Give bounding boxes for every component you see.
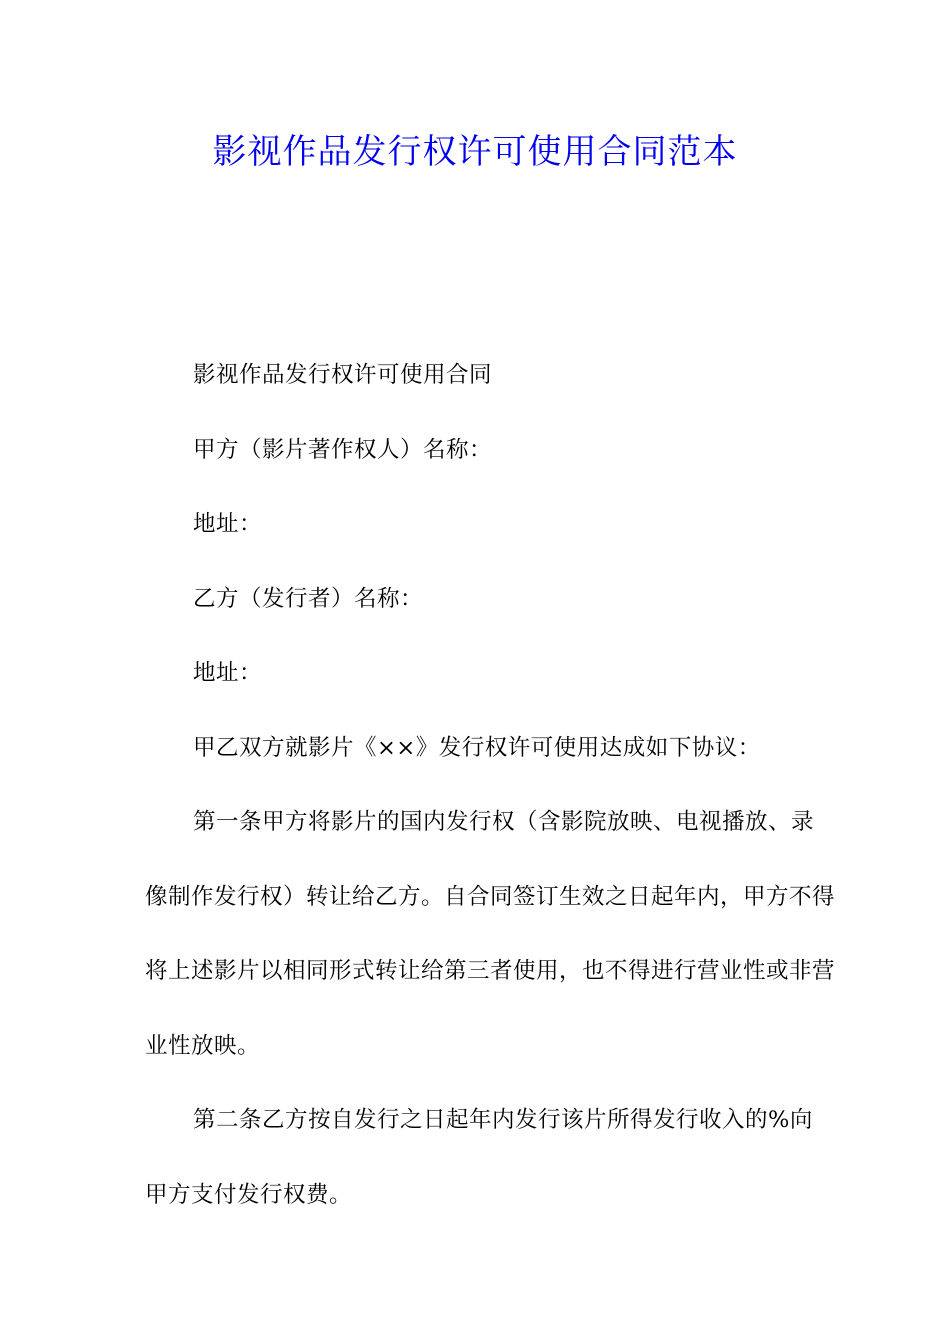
paragraph-article-2: 第二条乙方按自发行之日起年内发行该片所得发行收入的%向甲方支付发行权费。 — [145, 1107, 813, 1208]
paragraph-party-b-name: 乙方（发行者）名称： — [193, 585, 424, 612]
document-title: 影视作品发行权许可使用合同范本 — [212, 132, 738, 172]
paragraph-party-a-name: 甲方（影片著作权人）名称： — [193, 436, 493, 463]
paragraph-contract-name: 影视作品发行权许可使用合同 — [193, 362, 493, 388]
document-body — [145, 338, 835, 1232]
paragraph-party-b-address: 地址： — [193, 660, 263, 686]
paragraph-agreement-intro: 甲乙双方就影片《××》发行权许可使用达成如下协议： — [193, 734, 761, 761]
paragraph-party-a-address: 地址： — [193, 511, 263, 537]
paragraph-article-1: 第一条甲方将影片的国内发行权（含影院放映、电视播放、录像制作发行权）转让给乙方。自合同签订生效之日起年内，甲方不得将上述影片以相同形式转让给第三者使用，也不得进行营业性或非营业性放映。 — [145, 809, 836, 1059]
